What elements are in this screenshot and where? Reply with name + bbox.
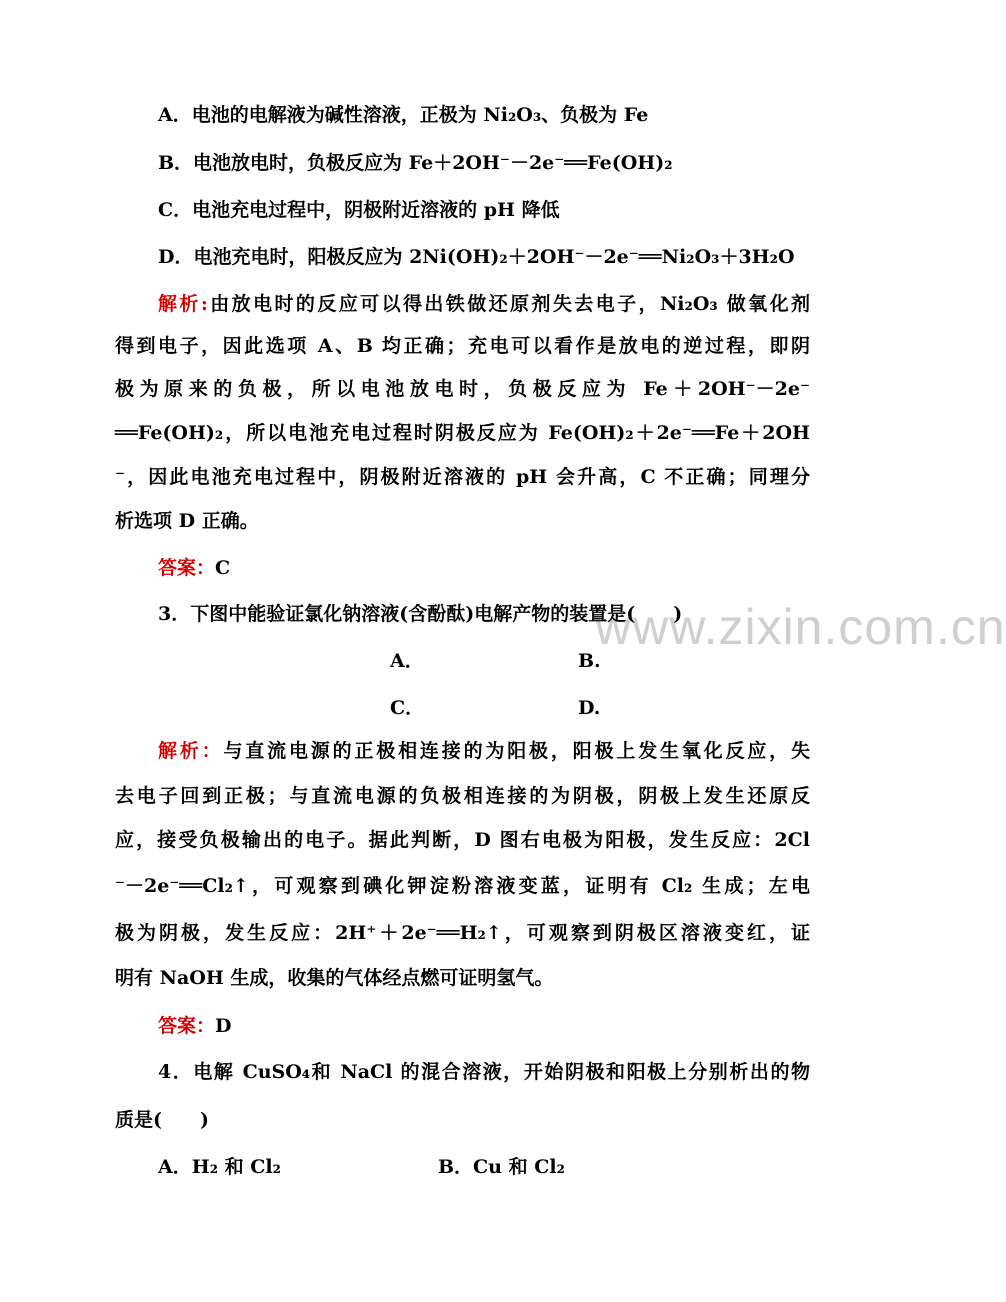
q2-analysis-line-6: 析选项 D 正确。 [115, 510, 259, 532]
q3-option-b: B. [578, 650, 601, 672]
q2-analysis-line-3: 极为原来的负极，所以电池放电时，负极反应为 Fe＋2OH⁻－2e⁻ [115, 378, 810, 400]
q3-answer-label: 答案： [158, 1015, 216, 1037]
q3-analysis-line-3: 应，接受负极输出的电子。据此判断，D 图右电极为阳极，发生反应：2Cl [115, 829, 810, 851]
q4-option-b: B．Cu 和 Cl₂ [438, 1156, 565, 1178]
q2-answer-label: 答案： [158, 557, 216, 579]
q2-analysis-line-5: ⁻，因此电池充电过程中，阴极附近溶液的 pH 会升高，C 不正确；同理分 [115, 466, 810, 488]
q3-answer-value: D [215, 1015, 232, 1037]
q2-option-c: C．电池充电过程中，阴极附近溶液的 pH 降低 [158, 199, 560, 221]
q3-option-d: D. [578, 697, 601, 719]
q2-answer-value: C [215, 557, 231, 579]
q2-analysis-label: 解析: [158, 293, 208, 315]
q2-analysis-line-4: ══Fe(OH)₂，所以电池充电过程时阴极反应为 Fe(OH)₂＋2e⁻══Fe＋2OH [115, 422, 810, 444]
q3-analysis-line-2: 去电子回到正极；与直流电源的负极相连接的为阴极，阴极上发生还原反 [115, 785, 810, 807]
q2-option-a: A．电池的电解液为碱性溶液，正极为 Ni₂O₃、负极为 Fe [158, 104, 649, 126]
q4-option-a: A．H₂ 和 Cl₂ [158, 1156, 281, 1178]
q2-analysis-line-2: 得到电子，因此选项 A、B 均正确；充电可以看作是放电的逆过程，即阴 [115, 335, 810, 357]
q2-analysis-line-1: 解析:由放电时的反应可以得出铁做还原剂失去电子，Ni₂O₃ 做氧化剂 [158, 293, 810, 315]
q3-answer [158, 1013, 232, 1039]
q2-answer [158, 555, 230, 581]
q3-option-a: A． [390, 650, 424, 672]
q3-analysis-line-4: ⁻－2e⁻══Cl₂↑，可观察到碘化钾淀粉溶液变蓝，证明有 Cl₂ 生成；左电 [115, 875, 810, 897]
q3-option-c: C． [390, 697, 425, 719]
q4-stem-line-2: 质是( ) [115, 1109, 209, 1131]
q3-analysis-line-6: 明有 NaOH 生成，收集的气体经点燃可证明氢气。 [115, 967, 554, 989]
q3-analysis-line-5: 极为阴极，发生反应：2H⁺＋2e⁻══H₂↑，可观察到阴极区溶液变红，证 [115, 922, 810, 944]
q3-analysis-line-1: 解析：与直流电源的正极相连接的为阳极，阳极上发生氧化反应，失 [158, 740, 810, 762]
q2-option-b: B．电池放电时，负极反应为 Fe＋2OH⁻－2e⁻══Fe(OH)₂ [158, 152, 673, 174]
q3-analysis-label: 解析： [158, 740, 224, 762]
q3-stem: 3．下图中能验证氯化钠溶液(含酚酞)电解产物的装置是( ) [158, 603, 683, 625]
q4-stem-line-1: 4．电解 CuSO₄和 NaCl 的混合溶液，开始阴极和阳极上分别析出的物 [158, 1061, 810, 1083]
watermark: www.zixin.com.cn [595, 599, 1006, 655]
q2-option-d: D．电池充电时，阳极反应为 2Ni(OH)₂＋2OH⁻－2e⁻══Ni₂O₃＋3H₂O [158, 246, 795, 268]
